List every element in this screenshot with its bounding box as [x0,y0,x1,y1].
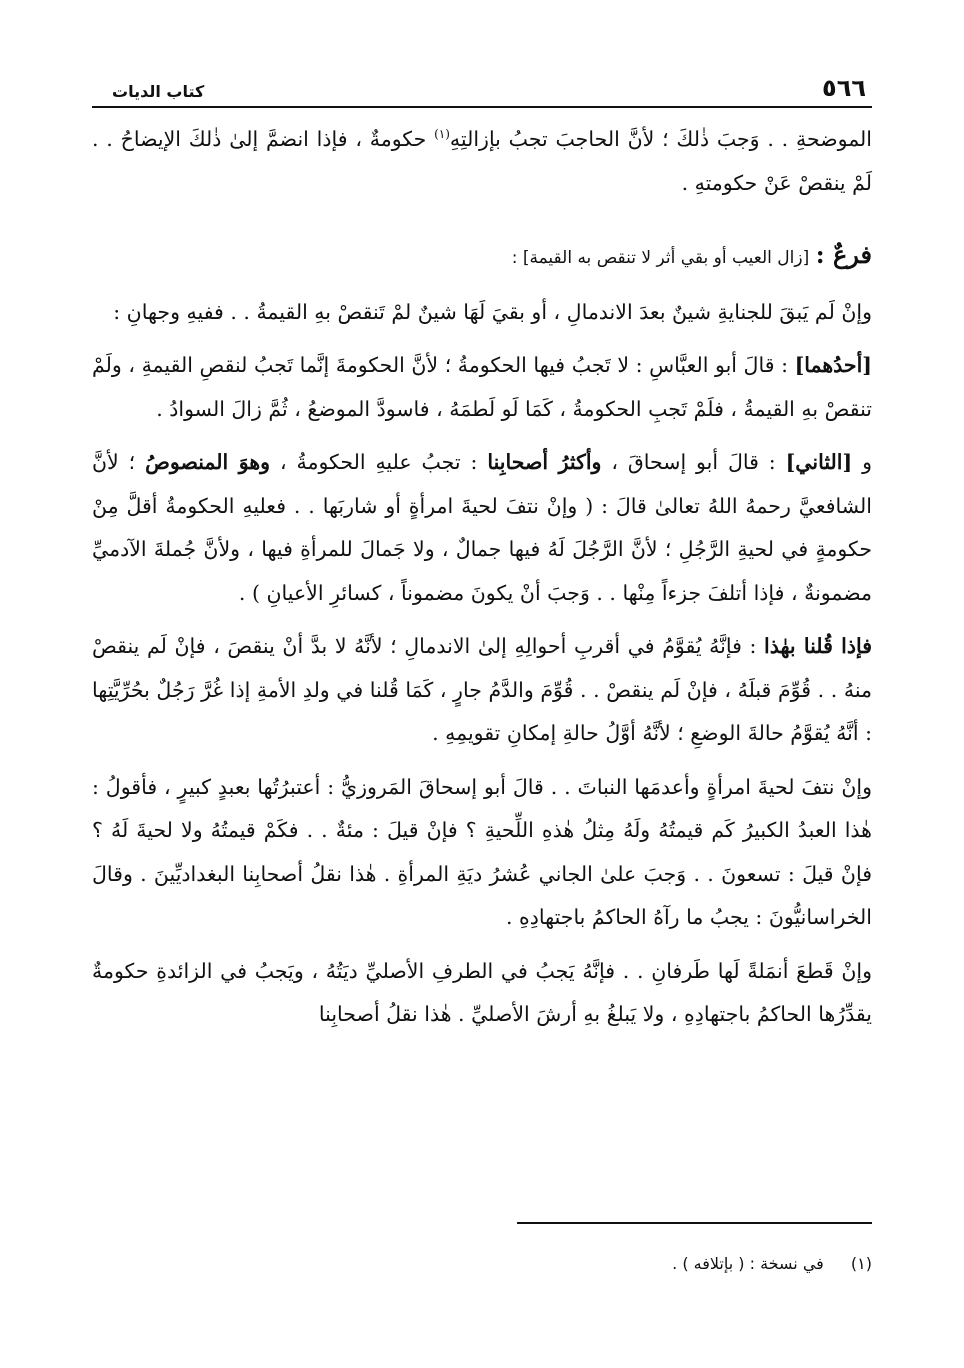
emphasis-text: وهوَ المنصوصُ [145,450,271,474]
running-title: كتاب الديات [112,82,205,101]
paragraph-text: ؛ لأنَّ الشافعيَّ رحمهُ اللهُ تعالىٰ قالَ : ( وإنْ نتفَ لحيةَ امرأةٍ أو شاربَها . . فعليهِ الحكومةُ أقلَّ مِنْ حكومةٍ في لحيةِ الرَّجُلِ ؛ لأنَّ الرَّجُلَ لَهُ فيها جمالٌ ، ولا جَمالَ للمرأةِ فيها ، ولأنَّ جُملةَ الآدميِّ مضمونةٌ ، فإذا أتلفَ جزءاً مِنْها . . وَجبَ أنْ يكونَ مضموناً ، كسائرِ الأعيانِ ) . [92,450,872,605]
paragraph-text: وإنْ لَم يَبقَ للجنايةِ شينٌ بعدَ الاندمالِ ، أو بقيَ لَهَا شينٌ لمْ تَنقصْ بهِ القيمةُ . . ففيهِ وجهانِ : [113,299,872,324]
paragraph-6 [92,625,872,756]
paragraph-8 [92,950,872,1037]
paragraph-1 [92,118,872,205]
footnote [92,1254,872,1273]
page-header [92,72,872,108]
paragraph-text: و [852,450,872,474]
paragraph-text: : قالَ أبو إسحاقَ ، [601,450,786,474]
section-heading-label: فرعٌ : [815,240,872,269]
paragraph-4 [92,344,872,431]
paragraph-text: : فإنَّهُ يُقوَّمُ في أقربِ أحوالِهِ إلىٰ الاندمالِ ؛ لأنَّهُ لا بدَّ أنْ ينقصَ ، فإنْ لَم ينقصْ منهُ . . قُوِّمَ قبلَهُ ، فإنْ لَم ينقصْ . . قُوِّمَ والدَّمُ جارٍ ، كَمَا قُلنا في ولدِ الأمةِ إذا غُرَّ رَجُلٌ بحُرِّيَّتِها : أنَّهُ يُقوَّمُ حالةَ الوضعِ ؛ لأنَّهُ أوَّلُ حالةِ إمكانِ تقويمِهِ . [92,634,872,745]
paragraph-7 [92,766,872,940]
footnote-text: في نسخة : ( بإتلافه ) . [672,1254,824,1273]
section-heading [92,233,872,281]
page-number: ٥٦٦ [822,74,866,102]
paragraph-text: : قالَ أبو العبَّاسِ : لا تَجبُ فيها الحكومةُ ؛ لأنَّ الحكومةَ إنَّما تَجبُ لنقصِ القيمةِ ، ولَمْ تنقصْ بهِ القيمةُ ، فلَمْ تَجبِ الحكومةُ ، كَمَا لَو لَطمَهُ ، فاسودَّ الموضعُ ، ثُمَّ زالَ السوادُ . [92,353,872,421]
footnote-number: (١) [850,1254,872,1273]
paragraph-text: وإنْ نتفَ لحيةَ امرأةٍ وأعدمَها النباتَ . . قالَ أبو إسحاقَ المَروزيُّ : أعتبرُتُها بعبدٍ كبيرٍ ، فأقولُ : هٰذا العبدُ الكبيرُ كَم قيمتُهُ ولَهُ مِثلُ هٰذهِ اللِّحيةِ ؟ فإنْ قيلَ : مئةٌ . . فكَمْ قيمتُهُ ولا لحيةَ لَهُ ؟ فإنْ قيلَ : تسعونَ . . وَجبَ علىٰ الجاني عُشرُ ديَةِ المرأةِ . هٰذا نقلُ أصحابِنا البغداديِّينَ . وقالَ الخراسانيُّونَ : يجبُ ما رآهُ الحاكمُ باجتهادِهِ . [92,774,872,929]
emphasis-text: وأكثرُ أصحابِنا [487,450,602,474]
paragraph-text: حكومةٌ ، فإذا انضمَّ إلىٰ ذٰلكَ الإيضاحُ . . لَمْ ينقصْ عَنْ حكومتهِ . [92,127,872,195]
opinion-label: [الثاني] [785,450,853,474]
emphasis-text: فإذا قُلنا بهٰذا [764,634,872,658]
section-heading-note: [زال العيب أو بقي أثر لا تنقص به القيمة] : [511,248,810,268]
paragraph-3 [92,291,872,335]
paragraph-text: الموضحةِ . . وَجبَ ذٰلكَ ؛ لأنَّ الحاجبَ تجبُ بإزالتِهِ [449,127,873,151]
opinion-label: [أحدُهما] [794,353,872,377]
footnote-separator [517,1222,872,1224]
paragraph-text: : تجبُ عليهِ الحكومةُ ، [270,450,488,474]
paragraph-5 [92,441,872,615]
paragraph-text: وإنْ قَطعَ أنمَلةً لَها طَرفانِ . . فإنَّهُ يَجبُ في الطرفِ الأصليِّ ديَتُهُ ، ويَجبُ في الزائدةِ حكومةٌ يقدِّرُها الحاكمُ باجتهادِهِ ، ولا يَبلغُ بهِ أرشَ الأصليِّ . هٰذا نقلُ أصحابِنا [92,958,872,1026]
body-text [92,118,872,1047]
footnote-marker: (١) [434,127,450,142]
